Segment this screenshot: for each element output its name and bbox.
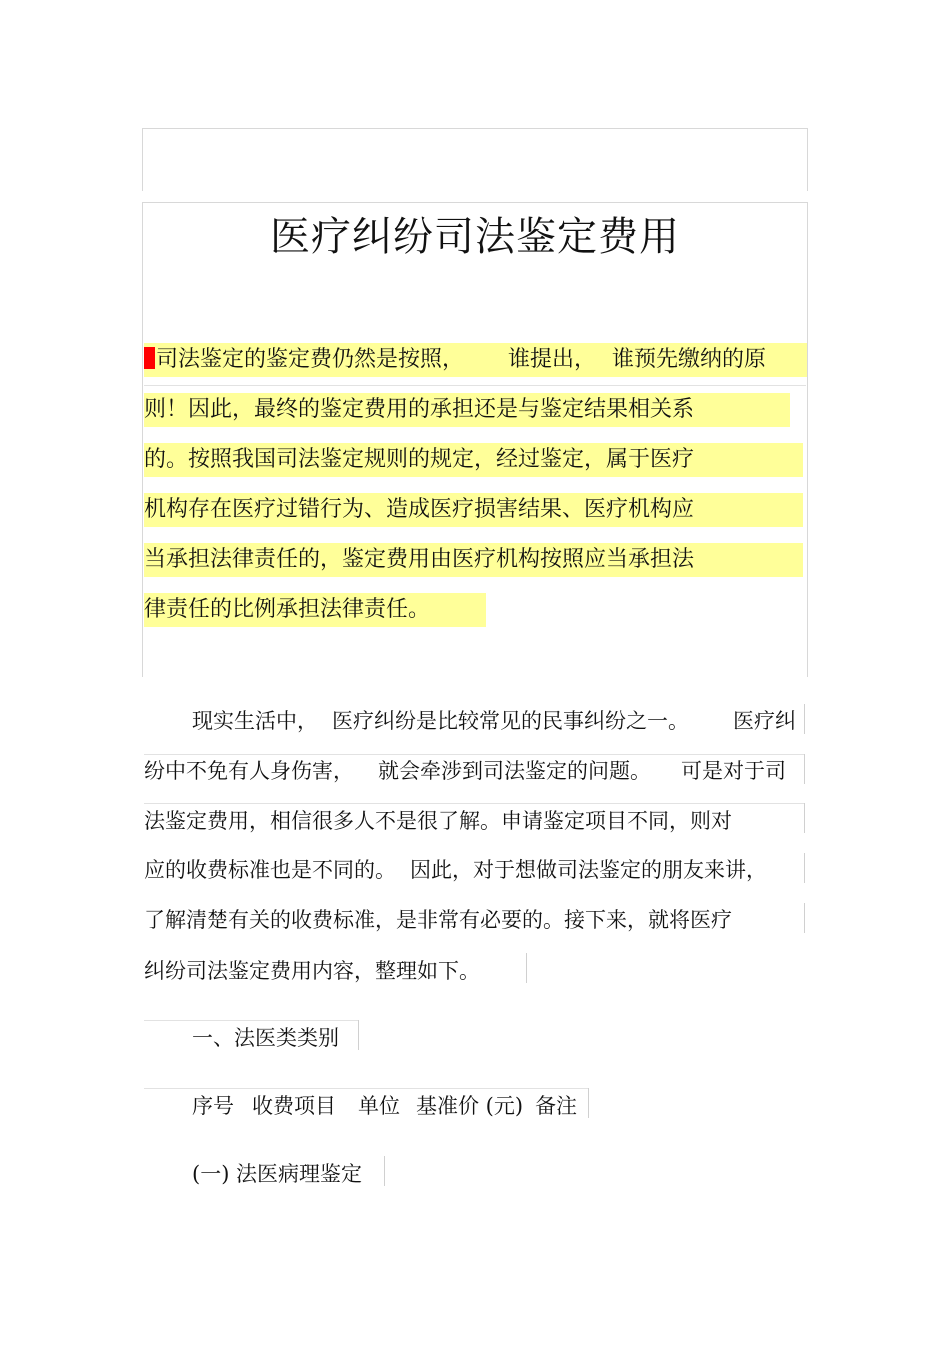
intro-line-4-b: 因此，对于想做司法鉴定的朋友来讲， bbox=[410, 858, 767, 882]
intro-line-1-edge bbox=[804, 704, 805, 734]
intro-line-1-c: 医疗纠 bbox=[733, 709, 796, 733]
highlight-line-2: 则！因此，最终的鉴定费用的承担还是与鉴定结果相关系 bbox=[144, 393, 790, 427]
intro-line-6: 纠纷司法鉴定费用内容，整理如下。 bbox=[144, 959, 480, 983]
intro-line-1-b: 医疗纠纷是比较常见的民事纠纷之一。 bbox=[332, 709, 689, 733]
intro-line-3: 法鉴定费用，相信很多人不是很了解。申请鉴定项目不同，则对 bbox=[144, 809, 732, 833]
intro-line-3-edge bbox=[804, 803, 805, 833]
intro-line-2-a: 纷中不免有人身伤害， bbox=[144, 759, 354, 783]
table-header-row bbox=[192, 1090, 577, 1122]
subsection-heading: (一) 法医病理鉴定 bbox=[192, 1162, 363, 1186]
intro-line-5: 了解清楚有关的收费标准，是非常有必要的。接下来，就将医疗 bbox=[144, 908, 732, 932]
table-header-index: 序号 bbox=[192, 1094, 234, 1118]
highlight-line-6: 律责任的比例承担法律责任。 bbox=[144, 593, 486, 627]
intro-line-6-edge bbox=[526, 953, 527, 983]
table-header-remark: 备注 bbox=[535, 1094, 578, 1118]
intro-line-1-a: 现实生活中， bbox=[192, 709, 318, 733]
table-header-price: 基准价 (元) bbox=[416, 1094, 524, 1118]
subsection-heading-edge bbox=[384, 1156, 385, 1186]
intro-line-2 bbox=[144, 755, 786, 787]
intro-line-4-a: 应的收费标准也是不同的。 bbox=[144, 858, 396, 882]
highlight-line-1 bbox=[144, 343, 807, 377]
intro-line-5-edge bbox=[804, 903, 805, 933]
intro-line-1 bbox=[192, 705, 796, 737]
red-marker-icon bbox=[144, 347, 155, 369]
table-header-unit: 单位 bbox=[358, 1094, 400, 1118]
section-heading-edge bbox=[358, 1020, 359, 1050]
section-heading: 一、法医类类别 bbox=[192, 1026, 339, 1050]
intro-line-3-top bbox=[144, 803, 804, 804]
header-frame bbox=[142, 128, 808, 191]
intro-line-4 bbox=[144, 854, 767, 886]
highlight-line-1-c: 谁预先缴纳的原 bbox=[612, 347, 767, 372]
table-header-item: 收费项目 bbox=[252, 1094, 336, 1118]
highlight-line-1-b: 谁提出， bbox=[508, 347, 597, 372]
intro-line-2-c: 可是对于司 bbox=[681, 759, 786, 783]
highlight-line-5: 当承担法律责任的，鉴定费用由医疗机构按照应当承担法 bbox=[144, 543, 803, 577]
intro-line-4-edge bbox=[804, 853, 805, 883]
frame-divider bbox=[144, 385, 806, 386]
table-header-top bbox=[144, 1088, 588, 1089]
document-title: 医疗纠纷司法鉴定费用 bbox=[270, 214, 680, 260]
table-header-edge bbox=[588, 1088, 589, 1118]
intro-line-2-top bbox=[144, 754, 804, 755]
highlight-line-4: 机构存在医疗过错行为、造成医疗损害结果、医疗机构应 bbox=[144, 493, 803, 527]
intro-line-2-edge bbox=[804, 754, 805, 784]
highlight-line-3: 的。按照我国司法鉴定规则的规定，经过鉴定，属于医疗 bbox=[144, 443, 803, 477]
intro-line-2-b: 就会牵涉到司法鉴定的问题。 bbox=[378, 759, 651, 783]
highlight-line-1-a: 司法鉴定的鉴定费仍然是按照， bbox=[156, 347, 465, 372]
section-heading-top bbox=[144, 1020, 358, 1021]
